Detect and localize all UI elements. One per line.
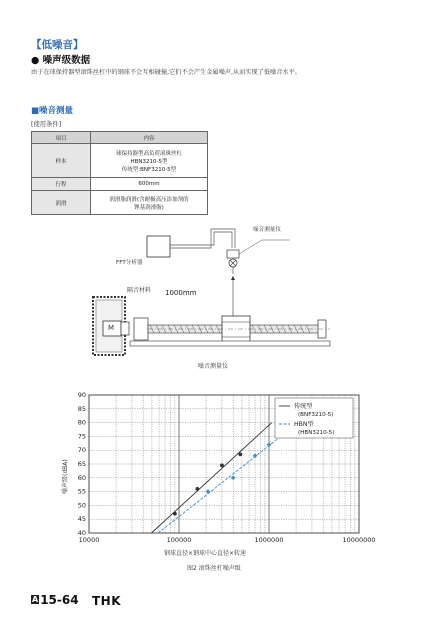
data-point <box>238 452 242 456</box>
table-cell-line: 球保持器型高负荷滚珠丝杠 <box>115 150 182 157</box>
table-row-item: 样本 <box>32 144 91 178</box>
section-badge: A <box>32 595 39 604</box>
data-point <box>173 512 177 516</box>
section-title: 【低噪音】 <box>31 39 84 51</box>
y-tick-label: 65 <box>77 460 86 468</box>
table-cell-line: 传统型:BNF3210-5型 <box>121 166 177 173</box>
y-tick-label: 40 <box>77 529 86 537</box>
data-point <box>195 487 199 491</box>
table-header-item: 项目 <box>32 132 91 144</box>
motor-label: M <box>108 324 115 332</box>
fft-analyzer-label: FFT分析器 <box>116 260 143 266</box>
table-cell-line: HBN3210-5型 <box>130 158 168 165</box>
measurement-title: ■噪音测量 <box>31 106 74 116</box>
diagram-caption: 噪音测量仪 <box>198 363 229 370</box>
conditions-label: [使用条件] <box>31 121 62 128</box>
table-cell-line: 锂基润滑脂) <box>134 204 164 211</box>
thk-logo: THK <box>92 594 122 608</box>
chart-x-axis-label: 钢球直径×钢球中心直径×转速 <box>164 550 247 557</box>
y-tick-label: 90 <box>77 391 86 399</box>
legend-model: (BNF3210-5) <box>298 412 334 418</box>
table-cell-line: 润滑脂润滑(含耐极高压添加剂的 <box>109 196 189 203</box>
chart-caption: 图2 滚珠丝杠噪声级 <box>187 565 241 572</box>
page-number <box>31 593 79 607</box>
chart-y-axis-label: 噪声级(dBA) <box>62 459 69 494</box>
chart-legend <box>275 398 353 438</box>
distance-label: 1000mm <box>165 289 197 297</box>
table-row-item: 润滑 <box>32 191 91 215</box>
data-point <box>220 463 224 467</box>
x-tick-label: 100000 <box>166 536 192 544</box>
table-cell-line: 600mm <box>91 178 208 191</box>
legend-label: 传统型 <box>294 403 313 410</box>
y-tick-label: 60 <box>77 473 86 482</box>
y-tick-label: 50 <box>77 501 86 510</box>
noise-meter-label: 噪音测量仪 <box>253 227 281 233</box>
table-row-item: 行程 <box>32 178 91 191</box>
legend-model: (HBN3210-5) <box>298 430 335 436</box>
legend-label: HBN型 <box>294 421 314 428</box>
table-header-content: 内容 <box>91 132 208 144</box>
y-tick-label: 85 <box>77 404 86 413</box>
insulation-label: 隔音材料 <box>127 287 152 294</box>
page-number-text: 15-64 <box>40 593 79 607</box>
description-text: 由于在球保持器型滚珠丝杠中的钢球不会互相碰撞,它们不会产生金属噪声,从而实现了低噪音水平。 <box>31 69 301 76</box>
y-tick-label: 80 <box>77 418 86 427</box>
x-tick-label: 10000000 <box>342 536 376 544</box>
subsection-title: ● 噪声级数据 <box>31 55 91 66</box>
x-tick-label: 1000000 <box>254 536 284 544</box>
y-tick-label: 55 <box>77 487 86 496</box>
y-tick-label: 45 <box>77 515 86 524</box>
y-tick-label: 75 <box>77 432 86 441</box>
x-tick-label: 10000 <box>78 536 100 544</box>
y-tick-label: 70 <box>77 446 86 455</box>
